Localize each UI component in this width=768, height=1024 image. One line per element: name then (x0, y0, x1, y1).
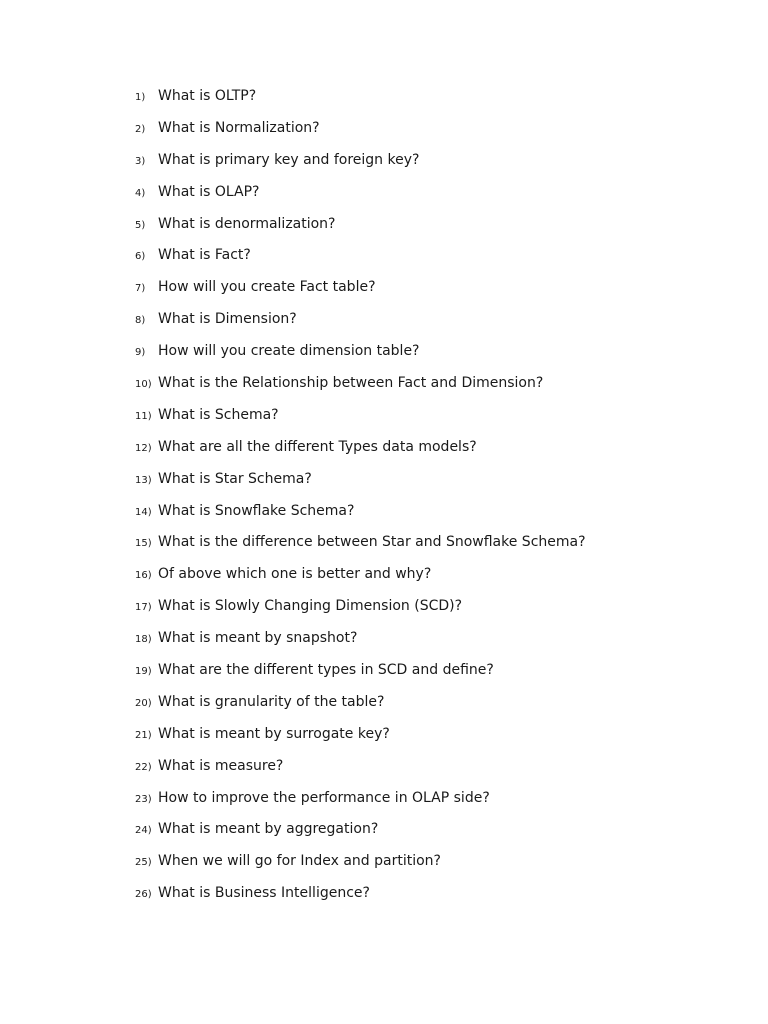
question-item-11 (0, 407, 586, 439)
question-text: What is the difference between Star and Snowflake Schema? (158, 534, 586, 551)
question-item-10 (0, 375, 586, 407)
question-list (0, 88, 586, 917)
question-number: 16) (135, 570, 152, 582)
question-item-17 (0, 598, 586, 630)
question-text: What is Business Intelligence? (158, 885, 370, 902)
question-text: What is meant by snapshot? (158, 630, 358, 647)
question-text: What is Slowly Changing Dimension (SCD)? (158, 598, 463, 615)
question-text: What is the Relationship between Fact and Dimension? (158, 375, 544, 392)
question-text: What is Normalization? (158, 119, 320, 136)
question-number: 7) (135, 283, 146, 295)
question-item-15 (0, 534, 586, 566)
question-item-8 (0, 311, 586, 343)
question-text: What is Schema? (158, 406, 279, 423)
question-text: What is Dimension? (158, 311, 297, 328)
question-text: What is meant by aggregation? (158, 821, 379, 838)
question-text: What is Snowflake Schema? (158, 502, 355, 519)
question-text: What is OLTP? (158, 88, 257, 104)
question-text: What is measure? (158, 757, 284, 774)
question-item-25 (0, 853, 586, 885)
question-number: 23) (135, 793, 152, 805)
question-text: How to improve the performance in OLAP side? (158, 789, 490, 806)
question-item-19 (0, 662, 586, 694)
question-number: 12) (135, 442, 152, 454)
question-text: What is meant by surrogate key? (158, 725, 390, 742)
question-number: 3) (135, 155, 146, 167)
question-item-20 (0, 694, 586, 726)
question-number: 14) (135, 506, 152, 518)
question-text: Of above which one is better and why? (158, 566, 432, 583)
question-number: 11) (135, 410, 152, 422)
question-text: What is Fact? (158, 247, 251, 264)
question-number: 26) (135, 889, 152, 901)
question-number: 10) (135, 379, 152, 391)
question-number: 18) (135, 634, 152, 646)
question-item-5 (0, 216, 586, 248)
question-text: What are all the different Types data models? (158, 438, 477, 455)
question-number: 9) (135, 347, 146, 359)
question-number: 20) (135, 697, 152, 709)
question-text: What are the different types in SCD and define? (158, 662, 494, 679)
question-text: What is Star Schema? (158, 470, 312, 487)
question-item-9 (0, 343, 586, 375)
question-item-2 (0, 120, 586, 152)
question-item-7 (0, 279, 586, 311)
question-number: 2) (135, 123, 146, 135)
question-text: What is OLAP? (158, 183, 260, 200)
question-item-3 (0, 152, 586, 184)
question-item-24 (0, 821, 586, 853)
question-text: How will you create Fact table? (158, 279, 376, 296)
question-item-18 (0, 630, 586, 662)
question-number: 5) (135, 219, 146, 231)
question-item-26 (0, 885, 586, 917)
question-number: 19) (135, 666, 152, 678)
question-number: 24) (135, 825, 152, 837)
question-item-6 (0, 247, 586, 279)
question-text: What is granularity of the table? (158, 693, 385, 710)
question-item-1 (0, 88, 586, 120)
question-number: 8) (135, 315, 146, 327)
question-number: 15) (135, 538, 152, 550)
question-number: 13) (135, 474, 152, 486)
question-item-14 (0, 503, 586, 535)
question-number: 22) (135, 761, 152, 773)
question-text: What is denormalization? (158, 215, 336, 232)
question-text: What is primary key and foreign key? (158, 151, 420, 168)
question-item-13 (0, 471, 586, 503)
question-item-12 (0, 439, 586, 471)
question-number: 1) (135, 92, 146, 103)
question-number: 25) (135, 857, 152, 869)
question-item-16 (0, 566, 586, 598)
question-number: 4) (135, 187, 146, 199)
question-number: 21) (135, 729, 152, 741)
question-item-22 (0, 758, 586, 790)
question-number: 17) (135, 602, 152, 614)
question-item-21 (0, 726, 586, 758)
question-item-4 (0, 184, 586, 216)
question-number: 6) (135, 251, 146, 263)
question-text: When we will go for Index and partition? (158, 853, 441, 870)
question-item-23 (0, 790, 586, 822)
question-text: How will you create dimension table? (158, 343, 420, 360)
